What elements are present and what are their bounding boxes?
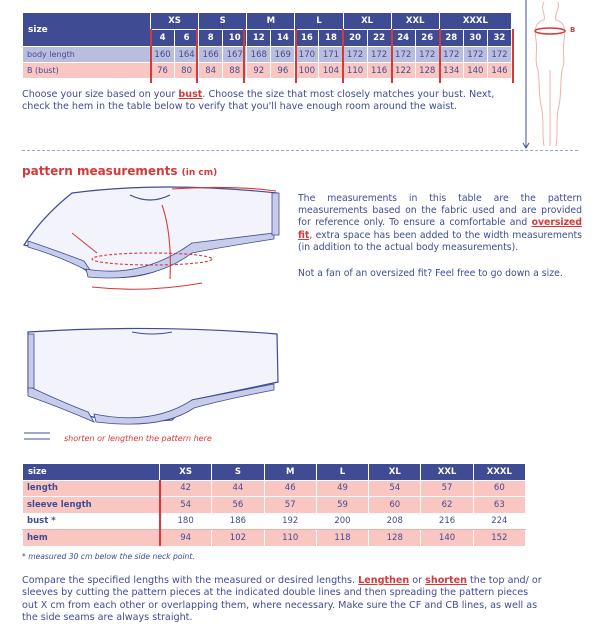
garment-measurement-illustration bbox=[22, 183, 292, 298]
size-divider bbox=[391, 29, 393, 83]
bust-marker-label: B bbox=[570, 26, 576, 34]
table-cell: 224 bbox=[473, 513, 525, 530]
size-s-header: S bbox=[199, 13, 247, 30]
body-silhouette bbox=[535, 2, 564, 146]
table-cell: 102 bbox=[212, 530, 264, 547]
table-cell: 172 bbox=[343, 47, 367, 63]
table-cell: 88 bbox=[223, 63, 247, 79]
garment-back-illustration bbox=[22, 322, 292, 427]
table-cell: 186 bbox=[212, 513, 264, 530]
column-header: XXL bbox=[421, 464, 473, 481]
sub-size: 20 bbox=[343, 30, 367, 47]
table-cell: 84 bbox=[199, 63, 223, 79]
sub-size: 12 bbox=[247, 30, 271, 47]
pattern-measurements-table bbox=[22, 463, 526, 547]
table-cell: 49 bbox=[316, 480, 368, 497]
table-cell: 128 bbox=[415, 63, 439, 79]
column-header: XS bbox=[160, 464, 212, 481]
bust-measure-ellipse bbox=[535, 28, 565, 34]
table-cell: 172 bbox=[487, 47, 511, 63]
sub-size: 18 bbox=[319, 30, 343, 47]
row-label: sleeve length bbox=[23, 497, 160, 514]
size-xxxl-header: XXXL bbox=[439, 13, 511, 30]
table-cell: 180 bbox=[160, 513, 212, 530]
table-cell: 60 bbox=[369, 497, 421, 514]
table-cell: 216 bbox=[421, 513, 473, 530]
sub-size: 24 bbox=[391, 30, 415, 47]
table-cell: 172 bbox=[391, 47, 415, 63]
table-cell: 94 bbox=[160, 530, 212, 547]
table-cell: 152 bbox=[473, 530, 525, 547]
table-cell: 57 bbox=[421, 480, 473, 497]
table-cell: 172 bbox=[463, 47, 487, 63]
double-line-legend-icon bbox=[22, 430, 52, 442]
section-heading: pattern measurements (in cm) bbox=[22, 164, 218, 178]
table-row bbox=[23, 530, 526, 547]
sub-size: 26 bbox=[415, 30, 439, 47]
table-cell: 192 bbox=[264, 513, 316, 530]
table-cell: 62 bbox=[421, 497, 473, 514]
column-header: S bbox=[212, 464, 264, 481]
size-xxl-header: XXL bbox=[391, 13, 439, 30]
table-cell: 160 bbox=[151, 47, 175, 63]
size-header: size bbox=[23, 13, 151, 47]
column-header: M bbox=[264, 464, 316, 481]
hem-measure-line bbox=[92, 283, 202, 289]
adjustment-instructions: Compare the specified lengths with the measured or desired lengths. Lengthen or shorten the top and/ or sleeves by cutting the pattern pieces at the indicated double lines and then spreading the pattern pieces out X cm from each other or overlapping them, where necessary. Make sure the CF and CB lines, as well as the side seams are always straight. bbox=[22, 575, 542, 623]
sub-size: 16 bbox=[295, 30, 319, 47]
size-divider bbox=[150, 29, 152, 83]
sub-size: 4 bbox=[151, 30, 175, 47]
sub-size: 10 bbox=[223, 30, 247, 47]
table-cell: 56 bbox=[212, 497, 264, 514]
table-cell: 110 bbox=[264, 530, 316, 547]
size-divider bbox=[512, 29, 514, 83]
table-cell: 46 bbox=[264, 480, 316, 497]
sub-size: 8 bbox=[199, 30, 223, 47]
footnote: * measured 30 cm below the side neck point. bbox=[22, 552, 195, 561]
table-cell: 134 bbox=[439, 63, 463, 79]
row-label: bust * bbox=[23, 513, 160, 530]
size-l-header: L bbox=[295, 13, 343, 30]
table-cell: 171 bbox=[319, 47, 343, 63]
table-cell: 170 bbox=[295, 47, 319, 63]
sub-size: 22 bbox=[367, 30, 391, 47]
oversized-fit-link[interactable]: oversized fit bbox=[298, 217, 582, 241]
table-cell: 172 bbox=[439, 47, 463, 63]
measurement-description: The measurements in this table are the pattern measurements based on the fabric used and are provided for reference only. To ensure a comfortable and oversized fit, extra space has been added to the width measurements (in addition to the actual body measurements). bbox=[298, 193, 582, 253]
size-divider bbox=[295, 29, 297, 83]
table-cell: 42 bbox=[160, 480, 212, 497]
shorten-link[interactable]: shorten bbox=[425, 575, 467, 586]
table-cell: 104 bbox=[319, 63, 343, 79]
size-xl-header: XL bbox=[343, 13, 391, 30]
row-label: B (bust) bbox=[23, 63, 151, 79]
section-divider bbox=[22, 150, 578, 151]
row-label: hem bbox=[23, 530, 160, 547]
table-row bbox=[23, 480, 526, 497]
table-cell: 54 bbox=[369, 480, 421, 497]
lengthen-link[interactable]: Lengthen bbox=[358, 575, 410, 586]
table-row bbox=[23, 513, 526, 530]
table-cell: 80 bbox=[175, 63, 199, 79]
table-cell: 110 bbox=[343, 63, 367, 79]
row-label: length bbox=[23, 480, 160, 497]
sub-size: 32 bbox=[487, 30, 511, 47]
table-cell: 208 bbox=[369, 513, 421, 530]
label-divider bbox=[159, 480, 161, 546]
column-header: XL bbox=[369, 464, 421, 481]
table-cell: 122 bbox=[391, 63, 415, 79]
size-down-note: Not a fan of an oversized fit? Feel free to go down a size. bbox=[298, 268, 563, 279]
table-cell: 172 bbox=[367, 47, 391, 63]
table-cell: 169 bbox=[271, 47, 295, 63]
table-cell: 164 bbox=[175, 47, 199, 63]
bust-link[interactable]: bust bbox=[178, 89, 203, 100]
table-cell: 116 bbox=[367, 63, 391, 79]
table-cell: 57 bbox=[264, 497, 316, 514]
row-label: body length bbox=[23, 47, 151, 63]
table-cell: 100 bbox=[295, 63, 319, 79]
size-m-header: M bbox=[247, 13, 295, 30]
table-cell: 59 bbox=[316, 497, 368, 514]
table-cell: 167 bbox=[223, 47, 247, 63]
size-divider bbox=[196, 29, 198, 83]
size-divider bbox=[243, 29, 245, 83]
size-divider bbox=[439, 29, 441, 83]
column-header: L bbox=[316, 464, 368, 481]
table-cell: 76 bbox=[151, 63, 175, 79]
table-cell: 118 bbox=[316, 530, 368, 547]
table-cell: 140 bbox=[463, 63, 487, 79]
table-cell: 166 bbox=[199, 47, 223, 63]
table-cell: 54 bbox=[160, 497, 212, 514]
legend-text: shorten or lengthen the pattern here bbox=[64, 434, 212, 443]
table-cell: 200 bbox=[316, 513, 368, 530]
table-cell: 44 bbox=[212, 480, 264, 497]
table-cell: 172 bbox=[415, 47, 439, 63]
body-figure-illustration bbox=[518, 0, 578, 150]
table-cell: 168 bbox=[247, 47, 271, 63]
size-instructions: Choose your size based on your bust. Choose the size that most closely matches your bust. Next, check the hem in the table below to verify that you'll have enough room around the waist. bbox=[22, 89, 495, 112]
sub-size: 14 bbox=[271, 30, 295, 47]
table-cell: 60 bbox=[473, 480, 525, 497]
table-cell: 63 bbox=[473, 497, 525, 514]
size-xs-header: XS bbox=[151, 13, 199, 30]
table-cell: 92 bbox=[247, 63, 271, 79]
column-header: size bbox=[23, 464, 160, 481]
table-cell: 96 bbox=[271, 63, 295, 79]
table-cell: 146 bbox=[487, 63, 511, 79]
table-row bbox=[23, 497, 526, 514]
table-cell: 128 bbox=[369, 530, 421, 547]
size-divider bbox=[342, 29, 344, 83]
sub-size: 28 bbox=[439, 30, 463, 47]
sub-size: 6 bbox=[175, 30, 199, 47]
column-header: XXXL bbox=[473, 464, 525, 481]
table-cell: 140 bbox=[421, 530, 473, 547]
sub-size: 30 bbox=[463, 30, 487, 47]
